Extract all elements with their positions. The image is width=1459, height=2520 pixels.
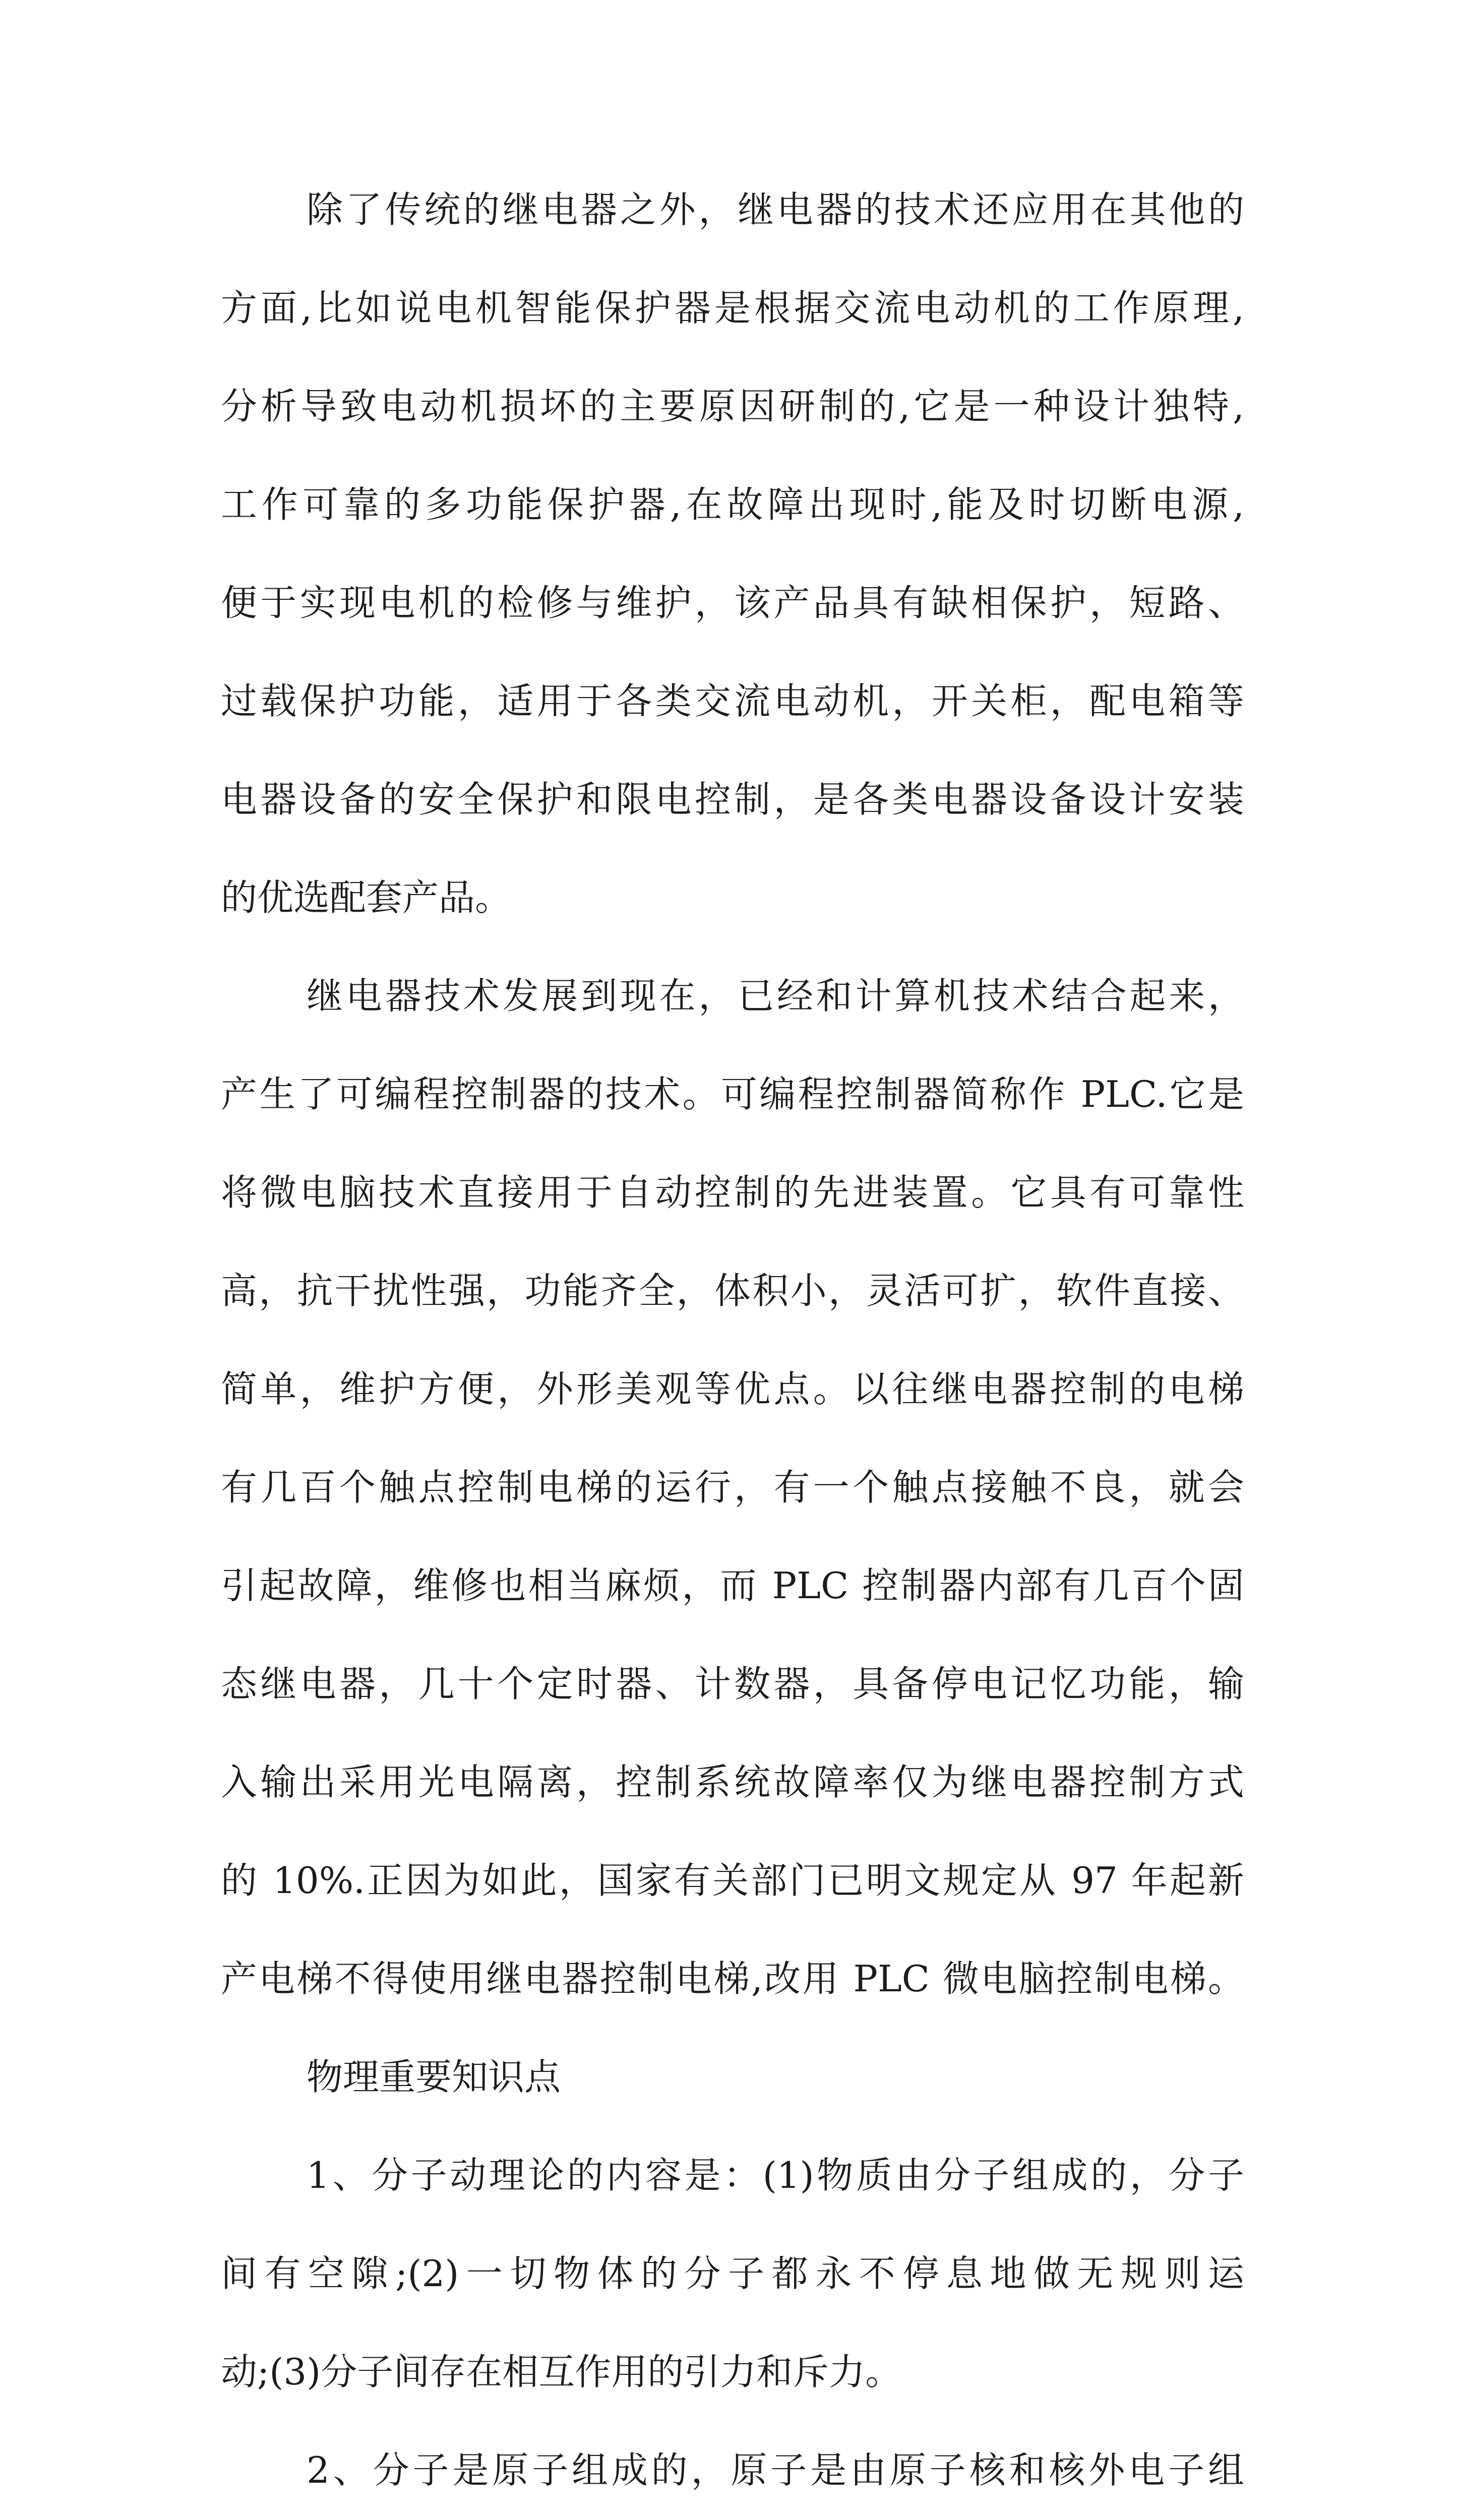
paragraph-2-line-4: 高，抗干扰性强，功能齐全，体积小，灵活可扩，软件直接、 (221, 1270, 1244, 1312)
paragraph-2-line-3: 将微电脑技术直接用于自动控制的先进装置。它具有可靠性 (221, 1171, 1244, 1214)
section-heading: 物理重要知识点 (307, 2056, 561, 2098)
paragraph-1-line-4: 工作可靠的多功能保护器,在故障出现时,能及时切断电源, (221, 483, 1244, 526)
paragraph-2-line-5: 简单，维护方便，外形美观等优点。以往继电器控制的电梯 (221, 1368, 1244, 1410)
paragraph-3-line-1: 1、分子动理论的内容是：(1)物质由分子组成的，分子 (307, 2154, 1244, 2196)
paragraph-2-line-7: 引起故障，维修也相当麻烦，而 PLC 控制器内部有几百个固 (221, 1564, 1244, 1607)
paragraph-2-line-11: 产电梯不得使用继电器控制电梯,改用 PLC 微电脑控制电梯。 (221, 1958, 1244, 2000)
paragraph-1-line-6: 过载保护功能，适用于各类交流电动机，开关柜，配电箱等 (221, 680, 1244, 722)
paragraph-2-line-1: 继电器技术发展到现在，已经和计算机技术结合起来， (307, 975, 1244, 1017)
paragraph-1-line-8: 的优选配套产品。 (221, 876, 512, 919)
paragraph-4-line-1: 2、分子是原子组成的，原子是由原子核和核外电子组 (307, 2449, 1244, 2491)
paragraph-1-line-3: 分析导致电动机损坏的主要原因研制的,它是一种设计独特, (221, 385, 1244, 427)
paragraph-1-line-5: 便于实现电机的检修与维护，该产品具有缺相保护，短路、 (221, 582, 1244, 624)
document-body (221, 188, 1244, 2520)
paragraph-2-line-9: 入输出采用光电隔离，控制系统故障率仅为继电器控制方式 (221, 1761, 1244, 1803)
paragraph-1-line-1: 除了传统的继电器之外，继电器的技术还应用在其他的 (307, 188, 1244, 231)
paragraph-3-line-3: 动;(3)分子间存在相互作用的引力和斥力。 (221, 2351, 902, 2393)
paragraph-1-line-7: 电器设备的安全保护和限电控制，是各类电器设备设计安装 (221, 778, 1244, 821)
paragraph-2-line-2: 产生了可编程控制器的技术。可编程控制器简称作 PLC.它是 (221, 1073, 1244, 1115)
paragraph-2-line-8: 态继电器，几十个定时器、计数器，具备停电记忆功能，输 (221, 1663, 1244, 1705)
paragraph-2-line-6: 有几百个触点控制电梯的运行，有一个触点接触不良，就会 (221, 1466, 1244, 1508)
paragraph-3-line-2: 间有空隙;(2)一切物体的分子都永不停息地做无规则运 (221, 2252, 1244, 2295)
paragraph-2-line-10: 的 10%.正因为如此，国家有关部门已明文规定从 97 年起新 (221, 1859, 1244, 1902)
paragraph-1-line-2: 方面,比如说电机智能保护器是根据交流电动机的工作原理, (221, 287, 1244, 329)
